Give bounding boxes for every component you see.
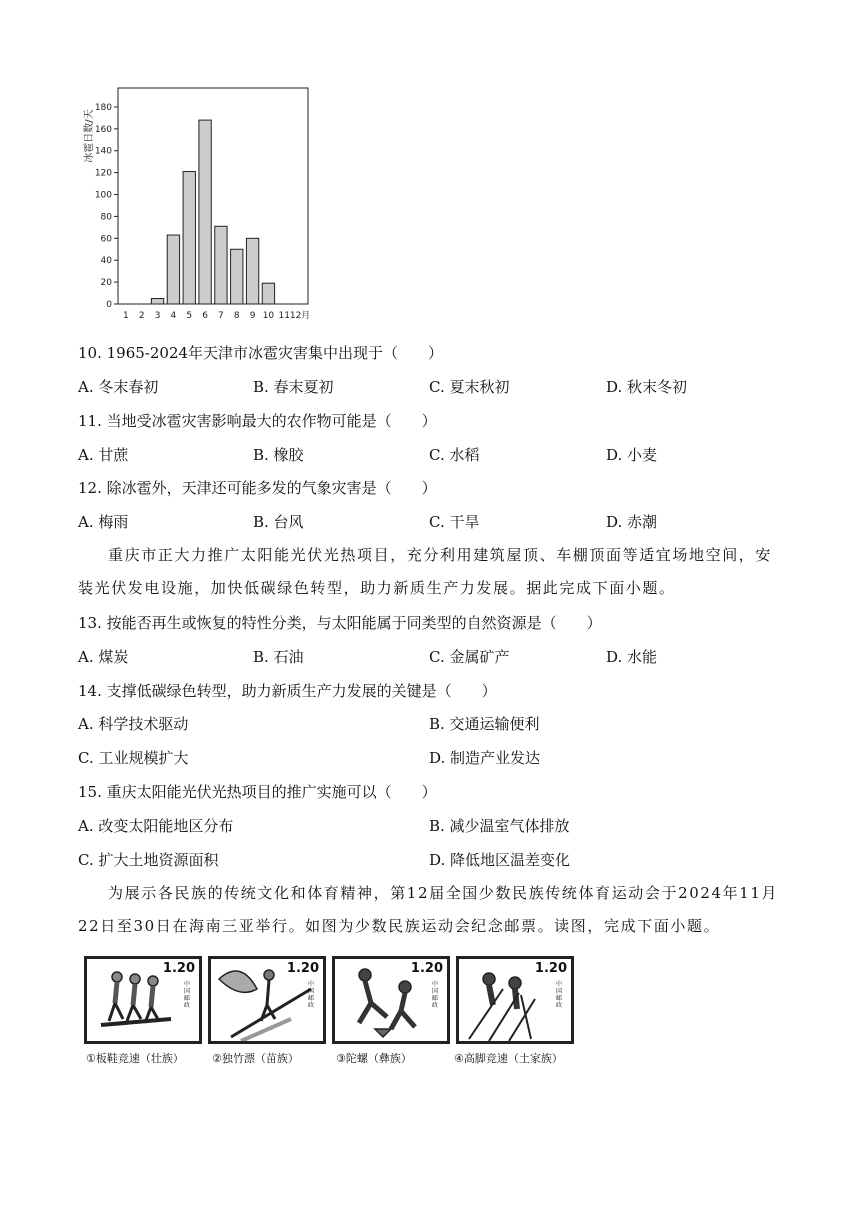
x-tick-label: 6 — [202, 311, 208, 321]
q15-option-a[interactable]: A. 改变太阳能地区分布 — [78, 817, 234, 835]
q10-option-a[interactable]: A. 冬末春初 — [78, 378, 159, 396]
bar-month-10 — [262, 283, 274, 304]
x-tick-label: 4 — [170, 311, 177, 321]
x-tick-label: 8 — [233, 311, 240, 321]
x-tick-label: 9 — [249, 311, 256, 321]
y-tick-label: 80 — [100, 212, 112, 223]
y-tick-label: 40 — [100, 256, 112, 267]
stamp-1-country: 中国邮政 — [184, 981, 191, 1009]
q14-option-a[interactable]: A. 科学技术驱动 — [78, 715, 189, 733]
stamp-2-country: 中国邮政 — [308, 981, 315, 1009]
q14-option-b[interactable]: B. 交通运输便利 — [429, 715, 540, 733]
stamp-3-caption: ③陀螺（彝族） — [336, 1052, 412, 1065]
bar-month-5 — [183, 172, 195, 304]
stamp-stilt-race — [456, 956, 574, 1044]
q11-option-a[interactable]: A. 甘蔗 — [78, 446, 129, 464]
bar-month-8 — [231, 249, 243, 304]
stamp-board-shoe-race — [84, 956, 202, 1044]
y-tick-label: 20 — [100, 278, 112, 289]
q11-option-d[interactable]: D. 小麦 — [606, 446, 658, 464]
q13-option-b[interactable]: B. 石油 — [253, 648, 304, 666]
stamp-4-country: 中国邮政 — [556, 981, 563, 1009]
y-axis-label: 冰雹日数/天 — [84, 109, 95, 163]
q14-option-d[interactable]: D. 制造产业发达 — [429, 749, 541, 767]
x-tick-label: 5 — [186, 311, 193, 321]
question-12-stem: 12. 除冰雹外，天津还可能多发的气象灾害是（ ） — [78, 479, 437, 497]
q13-option-a[interactable]: A. 煤炭 — [78, 648, 129, 666]
q10-option-c[interactable]: C. 夏末秋初 — [429, 378, 510, 396]
stamp-1-price: 1.20 — [162, 961, 195, 976]
q12-option-b[interactable]: B. 台风 — [253, 513, 304, 531]
x-tick-label: 10 — [262, 311, 275, 321]
x-tick-label: 7 — [218, 311, 224, 321]
bar-month-9 — [246, 238, 258, 304]
bar-month-6 — [199, 120, 211, 304]
hail-days-bar-chart — [78, 82, 328, 330]
q12-option-c[interactable]: C. 干旱 — [429, 513, 480, 531]
q10-option-b[interactable]: B. 春末夏初 — [253, 378, 334, 396]
stamp-3-price: 1.20 — [410, 961, 443, 976]
y-tick-label: 140 — [94, 146, 112, 157]
q10-option-d[interactable]: D. 秋末冬初 — [606, 378, 688, 396]
question-10-stem: 10. 1965-2024年天津市冰雹灾害集中出现于（ ） — [78, 344, 444, 362]
x-tick-label: 2 — [138, 311, 145, 321]
q12-option-d[interactable]: D. 赤潮 — [606, 513, 658, 531]
stamp-spinning-top — [332, 956, 450, 1044]
question-14-stem: 14. 支撑低碳绿色转型，助力新质生产力发展的关键是（ ） — [78, 682, 497, 700]
stamp-3-country: 中国邮政 — [432, 981, 439, 1009]
question-15-stem: 15. 重庆太阳能光伏光热项目的推广实施可以（ ） — [78, 783, 437, 801]
y-tick-label: 120 — [94, 168, 112, 179]
q13-option-c[interactable]: C. 金属矿产 — [429, 648, 510, 666]
x-tick-label: 3 — [154, 311, 161, 321]
y-tick-label: 160 — [94, 124, 112, 135]
stamp-1-caption: ①板鞋竞速（壮族） — [86, 1052, 184, 1065]
q15-option-d[interactable]: D. 降低地区温差变化 — [429, 851, 571, 869]
plot-frame — [118, 88, 308, 304]
stamp-2-price: 1.20 — [286, 961, 319, 976]
x-tick-label: 1 — [123, 311, 129, 321]
question-13-stem: 13. 按能否再生或恢复的特性分类，与太阳能属于同类型的自然资源是（ ） — [78, 614, 602, 632]
bar-month-7 — [215, 226, 227, 304]
q14-option-c[interactable]: C. 工业规模扩大 — [78, 749, 189, 767]
stamp-bamboo-drifting — [208, 956, 326, 1044]
q15-option-c[interactable]: C. 扩大土地资源面积 — [78, 851, 219, 869]
q13-option-d[interactable]: D. 水能 — [606, 648, 658, 666]
q11-option-c[interactable]: C. 水稻 — [429, 446, 480, 464]
y-tick-label: 180 — [94, 102, 112, 113]
q12-option-a[interactable]: A. 梅雨 — [78, 513, 129, 531]
x-tick-label: 11 — [278, 311, 290, 321]
y-tick-label: 0 — [106, 300, 112, 310]
stamp-2-caption: ②独竹漂（苗族） — [212, 1052, 299, 1065]
x-tick-label: 12月 — [289, 311, 311, 321]
stamp-4-caption: ④高脚竞速（土家族） — [454, 1052, 563, 1065]
stamp-4-price: 1.20 — [534, 961, 567, 976]
passage-solar: 重庆市正大力推广太阳能光伏光热项目，充分利用建筑屋顶、车棚顶面等适宜场地空间，安装光伏发电设施，加快低碳绿色转型，助力新质生产力发展。据此完成下面小题。 — [78, 546, 773, 597]
question-11-stem: 11. 当地受冰雹灾害影响最大的农作物可能是（ ） — [78, 412, 437, 430]
bar-month-4 — [167, 235, 179, 304]
q15-option-b[interactable]: B. 减少温室气体排放 — [429, 817, 570, 835]
passage-ethnic-games: 为展示各民族的传统文化和体育精神，第12届全国少数民族传统体育运动会于2024年11月22日至30日在海南三亚举行。如图为少数民族运动会纪念邮票。读图，完成下面小题。 — [78, 884, 779, 935]
y-tick-label: 100 — [94, 190, 112, 201]
bar-month-3 — [151, 299, 163, 304]
q11-option-b[interactable]: B. 橡胶 — [253, 446, 304, 464]
y-tick-label: 60 — [100, 234, 112, 245]
commemorative-stamps — [84, 956, 578, 1074]
